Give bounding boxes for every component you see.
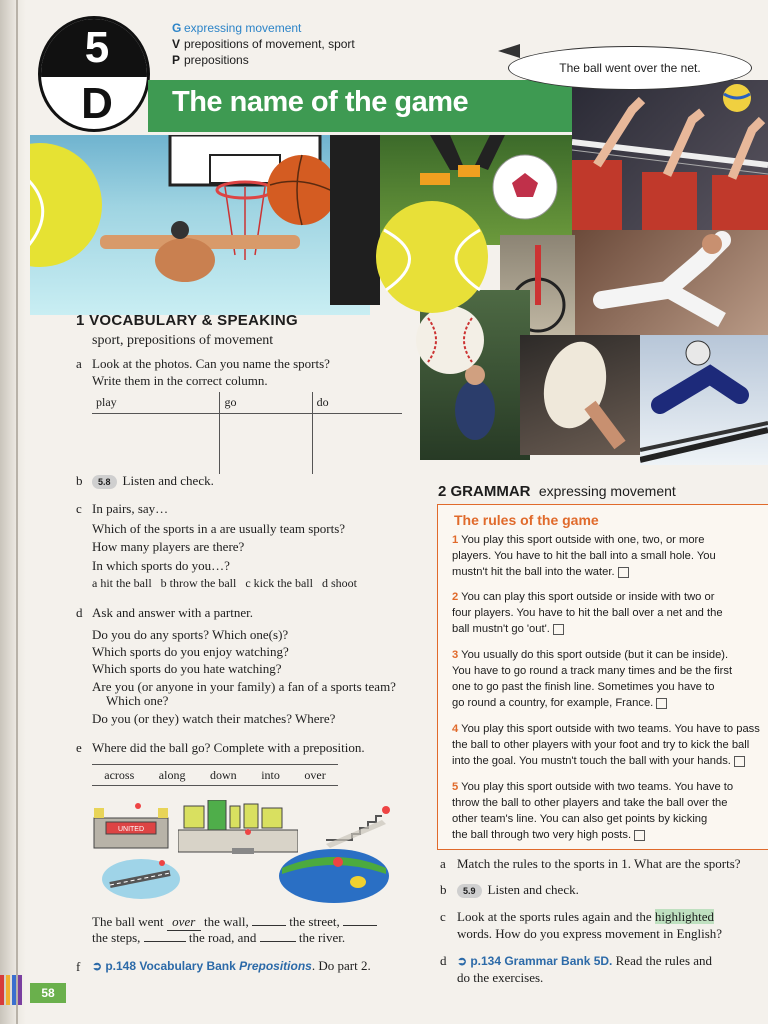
steps-illustration [322, 800, 392, 850]
exercise-label-c: c [76, 501, 82, 516]
grammar-label-d: d [440, 953, 447, 968]
sports-column-table [92, 392, 402, 474]
rule-3-line-1: 3 You usually do this sport outside (but it can be inside). [452, 649, 729, 661]
page-number: 58 [30, 983, 66, 1003]
preposition-word-box: across along down into over [92, 764, 338, 786]
audio-track-badge-2[interactable]: 5.9 [457, 884, 482, 898]
play-answer-cell[interactable] [92, 414, 220, 474]
grammar-exercise-c-line2: words. How do you express movement in English? [457, 926, 723, 941]
tennis-ball-left [30, 125, 105, 285]
exercise-d-q5: Do you (or they) watch their matches? Where? [92, 711, 336, 726]
photo-skiing [640, 335, 768, 465]
checkbox-rule-4[interactable] [734, 756, 745, 767]
checkbox-rule-5[interactable] [634, 830, 645, 841]
answer-blank-3[interactable] [144, 941, 186, 942]
grammar-bank-link[interactable]: p.134 Grammar Bank 5D. [470, 954, 613, 968]
rules-box-title: The rules of the game [454, 512, 599, 528]
rule-3-line-3: one to go past the finish line. Sometimes you have to [452, 681, 715, 693]
exercise-d-q3: Which sports do you hate watching? [92, 661, 282, 676]
grammar-exercise-b: 5.9 Listen and check. [457, 881, 579, 898]
exercise-label-f: f [76, 959, 81, 974]
exercise-c-q3: In which sports do you…? [92, 558, 230, 573]
exercise-d-intro: Ask and answer with a partner. [92, 605, 254, 620]
answer-blank-4[interactable] [260, 941, 296, 942]
exercise-a-line2: Write them in the correct column. [92, 373, 268, 388]
grammar-exercise-d-line2: do the exercises. [457, 970, 544, 985]
tennis-ball-center [372, 195, 492, 320]
exercise-c-q1: Which of the sports in a are usually team sports? [92, 521, 346, 536]
rule-3-line-2: You have to go round a track many times and be the first [452, 665, 733, 677]
rule-4-line-1: 4 You play this sport outside with two teams. You have to pass [452, 723, 760, 735]
exercise-d-q2: Which sports do you enjoy watching? [92, 644, 289, 659]
grammar-label-c: c [440, 909, 446, 924]
exercise-d-q4b: Which one? [106, 693, 169, 708]
book-spine [0, 0, 26, 1024]
section-heading-vocabulary: 1 VOCABULARY & SPEAKING [76, 312, 298, 329]
audio-track-badge[interactable]: 5.8 [92, 475, 117, 489]
rule-2-line-3: ball mustn't go 'out'. [452, 621, 768, 638]
checkbox-rule-1[interactable] [618, 567, 629, 578]
go-answer-cell[interactable] [220, 414, 312, 474]
rule-5-line-1: 5 You play this sport outside with two teams. You have to [452, 781, 734, 793]
exercise-label-a: a [76, 356, 82, 371]
section-heading-grammar: 2 GRAMMAR expressing movement [438, 483, 676, 500]
fill-sentence-line2: the steps, the road, and the river. [92, 930, 346, 945]
spine-line [16, 0, 18, 1024]
exercise-a-line1: Look at the photos. Can you name the sports? [92, 356, 330, 371]
link-arrow-icon-2: ➲ [457, 954, 468, 968]
rule-5-line-2: throw the ball to other players and take the ball over the [452, 797, 728, 809]
checkbox-rule-2[interactable] [553, 624, 564, 635]
page-title: The name of the game [172, 86, 469, 118]
link-arrow-icon: ➲ [92, 959, 103, 973]
grammar-exercise-a: Match the rules to the sports in 1. What are the sports? [457, 856, 741, 871]
rule-5-line-4: the ball through two very high posts. [452, 827, 768, 844]
do-answer-cell[interactable] [312, 414, 402, 474]
unit-number: 5 [84, 23, 110, 72]
rule-5-line-3: other team's line. You can also get points by kicking [452, 813, 708, 825]
exercise-c-q2: How many players are there? [92, 539, 245, 554]
speech-bubble: The ball went over the net. [508, 46, 752, 90]
unit-letter: D [81, 79, 113, 128]
grammar-label-a: a [440, 856, 446, 871]
speech-bubble-tail [498, 44, 520, 58]
fill-sentence-line1: The ball went over the wall, the street, [92, 914, 377, 931]
exercise-b: 5.8 Listen and check. [92, 473, 214, 489]
stadium-illustration [92, 800, 172, 852]
unit-badge [38, 16, 150, 132]
column-go: go [220, 392, 312, 414]
lesson-focus: G expressing movement V prepositions of movement, sport P prepositions [172, 21, 355, 67]
rule-4-line-2: the ball to other players with your foot and try to kick the ball [452, 739, 750, 751]
road-illustration [100, 855, 182, 901]
column-play: play [92, 392, 220, 414]
exercise-d-q4: Are you (or anyone in your family) a fan of a sports team? [92, 679, 396, 694]
checkbox-rule-3[interactable] [656, 698, 667, 709]
stadium-sign: UNITED [117, 826, 145, 833]
rule-4-line-3: into the goal. You mustn't touch the ball with your hands. [452, 753, 768, 770]
river-illustration [278, 846, 390, 904]
rule-1-line-3: mustn't hit the ball into the water. [452, 564, 768, 581]
exercise-label-e: e [76, 740, 82, 755]
rule-2-line-2: four players. You have to hit the ball over a net and the [452, 607, 723, 619]
answer-blank-2[interactable] [343, 925, 377, 926]
rule-2-line-1: 2 You can play this sport outside or inside with two or [452, 591, 715, 603]
exercise-f: ➲ p.148 Vocabulary Bank Prepositions. Do part 2. [92, 958, 371, 973]
rule-1-line-2: players. You have to hit the ball into a small hole. You [452, 550, 716, 562]
vocabulary-bank-link[interactable]: p.148 Vocabulary Bank Prepositions [105, 959, 312, 973]
exercise-c-options: a hit the ball b throw the ball c kick the ball d shoot [92, 576, 357, 590]
photo-rugby [520, 335, 640, 455]
grammar-exercise-d-line1: ➲ p.134 Grammar Bank 5D. Read the rules and [457, 953, 713, 968]
exercise-label-d: d [76, 605, 83, 620]
photo-volleyball [572, 80, 768, 230]
exercise-c-intro: In pairs, say… [92, 501, 169, 516]
answer-blank-example: over [167, 914, 201, 931]
rule-3-line-4: go round a country, for example, France. [452, 695, 768, 712]
color-tabs [0, 975, 28, 1005]
grammar-label-b: b [440, 882, 447, 897]
grammar-exercise-c-line1: Look at the sports rules again and the highlighted [457, 909, 715, 924]
rule-1-line-1: 1 You play this sport outside with one, two, or more [452, 534, 705, 546]
exercise-e: Where did the ball go? Complete with a preposition. [92, 740, 365, 755]
section-subheading: sport, prepositions of movement [92, 333, 274, 348]
column-do: do [312, 392, 402, 414]
exercise-label-b: b [76, 473, 83, 488]
exercise-d-q1: Do you do any sports? Which one(s)? [92, 627, 289, 642]
answer-blank-1[interactable] [252, 925, 286, 926]
photo-karate [572, 230, 768, 335]
